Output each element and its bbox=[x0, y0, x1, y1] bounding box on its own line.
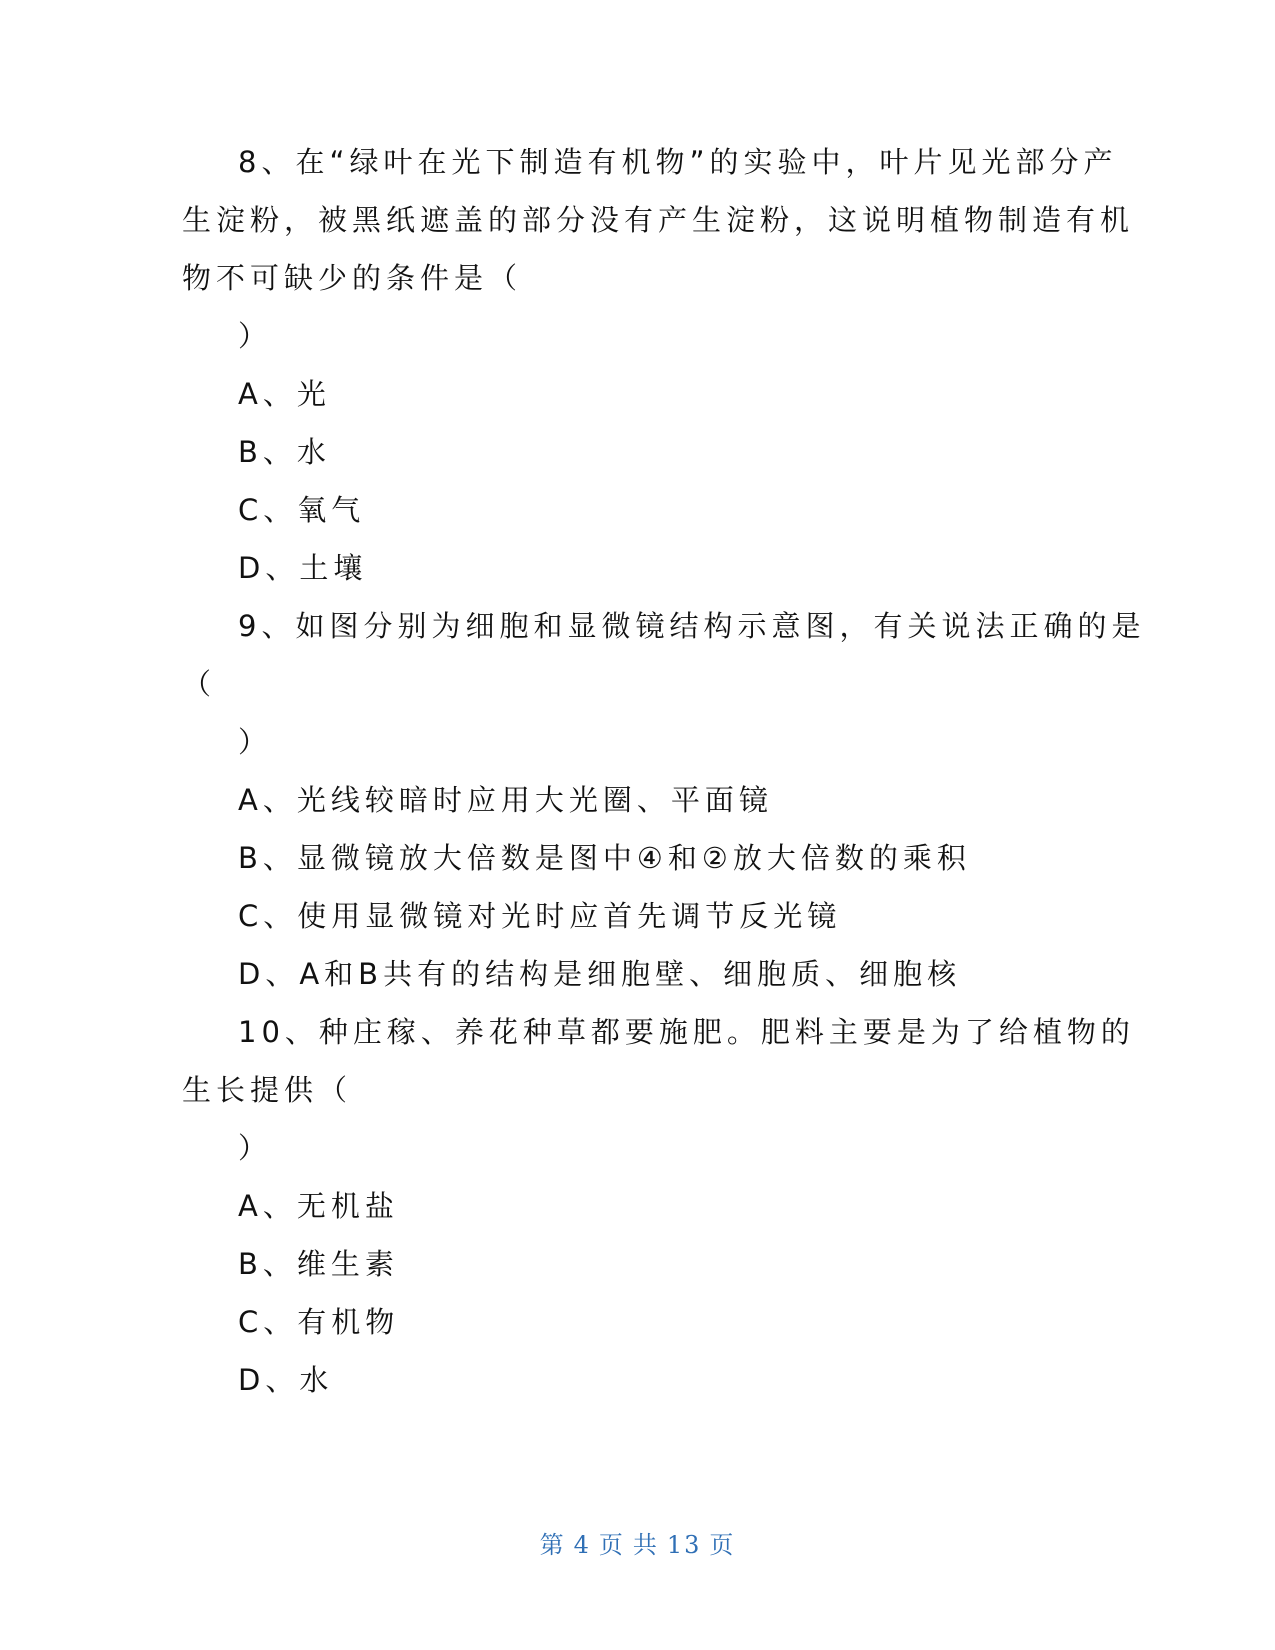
question-9-line-1: 9、如图分别为细胞和显微镜结构示意图，有关说法正确的是 bbox=[238, 609, 1146, 643]
question-9-option-c: C、使用显微镜对光时应首先调节反光镜 bbox=[238, 899, 842, 933]
question-8-close-paren: ） bbox=[238, 319, 273, 353]
footer-suffix: 页 bbox=[709, 1531, 736, 1559]
question-9-option-a: A、光线较暗时应用大光圈、平面镜 bbox=[238, 783, 773, 817]
footer-total-word: 共 bbox=[632, 1531, 659, 1559]
question-10-option-b: B、维生素 bbox=[238, 1247, 399, 1281]
question-8-option-d: D、土壤 bbox=[238, 551, 368, 585]
question-10-option-a: A、无机盐 bbox=[238, 1189, 399, 1223]
question-8-option-b: B、水 bbox=[238, 435, 331, 469]
question-10-option-d: D、水 bbox=[238, 1363, 334, 1397]
question-9-option-b: B、显微镜放大倍数是图中④和②放大倍数的乘积 bbox=[238, 841, 971, 875]
footer-total-pages: 13 bbox=[666, 1531, 702, 1559]
question-8-line-2: 生淀粉，被黑纸遮盖的部分没有产生淀粉，这说明植物制造有机 bbox=[182, 203, 1135, 237]
page-footer bbox=[0, 1525, 1275, 1560]
footer-current-page: 4 bbox=[573, 1531, 591, 1559]
question-10-option-c: C、有机物 bbox=[238, 1305, 400, 1339]
footer-page-word: 页 bbox=[598, 1531, 625, 1559]
question-10-line-1: 10、种庄稼、养花种草都要施肥。肥料主要是为了给植物的 bbox=[238, 1015, 1135, 1049]
question-8-option-a: A、光 bbox=[238, 377, 331, 411]
question-9-close-paren: ） bbox=[238, 725, 273, 759]
question-9-line-2: （ bbox=[182, 667, 217, 701]
question-8-option-c: C、氧气 bbox=[238, 493, 366, 527]
question-8-line-1: 8、在“绿叶在光下制造有机物”的实验中，叶片见光部分产 bbox=[238, 145, 1118, 179]
question-8-line-3: 物不可缺少的条件是（ bbox=[182, 261, 523, 295]
question-10-close-paren: ） bbox=[238, 1131, 273, 1165]
footer-prefix: 第 bbox=[539, 1531, 566, 1559]
question-9-option-d: D、A和B共有的结构是细胞壁、细胞质、细胞核 bbox=[238, 957, 962, 991]
question-10-line-2: 生长提供（ bbox=[182, 1073, 353, 1107]
